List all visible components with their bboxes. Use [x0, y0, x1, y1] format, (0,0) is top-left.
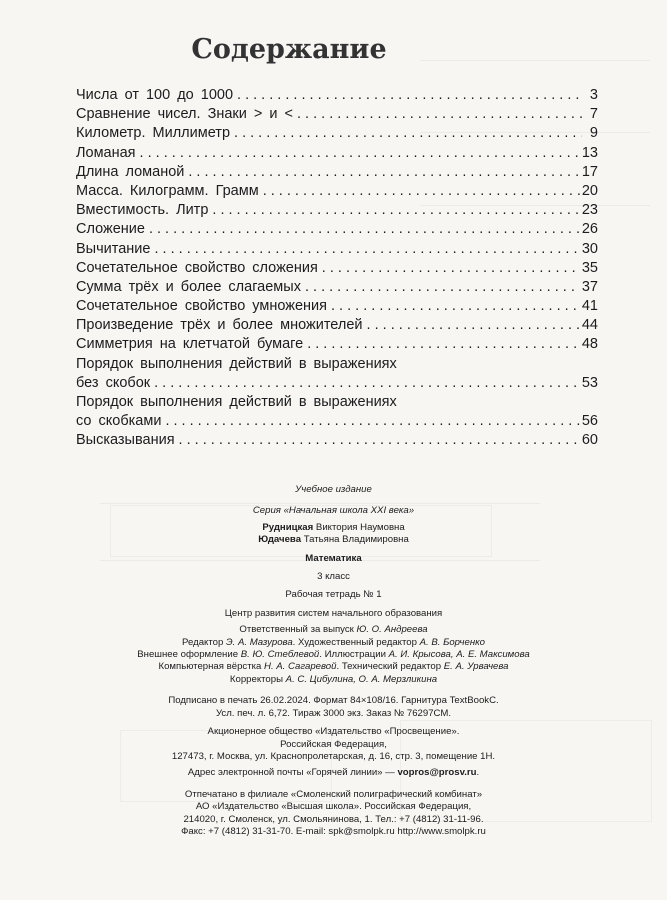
- credit-label: Редактор: [182, 636, 224, 648]
- author-2-name: Татьяна Владимировна: [303, 534, 409, 546]
- toc-entry-page: 13: [581, 144, 598, 161]
- credit-name: Н. А. Сагаревой: [264, 661, 337, 673]
- toc-entry-page: 20: [581, 182, 598, 199]
- toc-entry-title: Произведение трёх и более множителей: [76, 317, 363, 334]
- credit-label: Корректоры: [229, 673, 283, 685]
- credit-name: А. И. Крысова, А. Е. Максимова: [388, 649, 530, 661]
- toc-entry: [76, 278, 598, 297]
- toc-entry-page: 56: [581, 413, 598, 430]
- toc-leader-dots: [367, 316, 580, 335]
- credit-label: Ответственный за выпуск: [239, 624, 354, 636]
- author-1-name: Виктория Наумовна: [315, 521, 405, 533]
- credit-editors: [0, 637, 667, 649]
- toc-entry-title: Сумма трёх и более слагаемых: [76, 278, 301, 295]
- toc-entry-page: 44: [581, 317, 598, 334]
- toc-leader-dots: [212, 201, 579, 220]
- credit-responsible: [0, 624, 667, 636]
- credit-label: . Иллюстрации: [319, 649, 386, 661]
- toc-entry: [76, 412, 598, 431]
- author-1: [0, 522, 667, 534]
- edition-type: Учебное издание: [295, 484, 372, 495]
- toc-entry: [76, 220, 598, 239]
- toc-leader-dots: [297, 105, 582, 124]
- grade: 3 класс: [317, 571, 350, 583]
- toc-entry: [76, 144, 598, 163]
- center-name: Центр развития систем начального образования: [224, 607, 443, 619]
- printer-line: Факс: +7 (4812) 31-31-70. E-mail: spk@smolpk.ru http://www.smolpk.ru: [181, 825, 486, 837]
- toc-entry: [76, 297, 598, 316]
- hotline: [0, 767, 667, 779]
- toc-leader-dots: [234, 124, 582, 143]
- toc-entry: [76, 316, 598, 335]
- credit-name: А. В. Борченко: [419, 636, 485, 648]
- toc-entry-page: 53: [581, 374, 598, 391]
- toc-entry-title-line1: Порядок выполнения действий в выражениях: [76, 355, 397, 372]
- table-of-contents: [76, 86, 598, 451]
- toc-leader-dots: [188, 163, 579, 182]
- toc-entry-title: Километр. Миллиметр: [76, 125, 231, 142]
- toc-entry-title: Длина ломаной: [76, 163, 185, 180]
- toc-entry-page: 41: [581, 298, 598, 315]
- toc-leader-dots: [154, 374, 580, 393]
- toc-leader-dots: [331, 297, 580, 316]
- credit-label: Внешнее оформление: [137, 649, 239, 661]
- credit-name: А. С. Цибулина, О. А. Мерзликина: [285, 673, 438, 685]
- toc-entry-title: Сочетательное свойство умножения: [76, 298, 327, 315]
- toc-entry: [76, 163, 598, 182]
- book-title-text: Математика: [305, 552, 362, 564]
- toc-entry: [76, 201, 598, 220]
- toc-entry-title: Сложение: [76, 221, 145, 238]
- toc-entry-page: 17: [581, 163, 598, 180]
- toc-entry-page: 26: [581, 221, 598, 238]
- publisher-line: Акционерное общество «Издательство «Просвещение».: [207, 726, 460, 738]
- workbook-label: Рабочая тетрадь № 1: [285, 589, 382, 601]
- toc-entry: [76, 124, 598, 143]
- toc-entry-title: Масса. Килограмм. Грамм: [76, 182, 259, 199]
- credit-proofreaders: [0, 674, 667, 686]
- author-1-surname: Рудницкая: [262, 521, 314, 533]
- publisher-line: 127473, г. Москва, ул. Краснопролетарская, д. 16, стр. 3, помещение 1Н.: [171, 750, 496, 762]
- toc-entry: [76, 431, 598, 450]
- toc-entry-page: 23: [581, 202, 598, 219]
- toc-entry-title: Вместимость. Литр: [76, 202, 209, 219]
- toc-entry-title: без скобок: [76, 374, 151, 391]
- toc-leader-dots: [149, 220, 580, 239]
- toc-leader-dots: [179, 431, 580, 450]
- toc-entry-page: 48: [581, 336, 598, 353]
- credit-label: . Технический редактор: [336, 661, 442, 673]
- toc-leader-dots: [322, 259, 580, 278]
- hotline-label: Адрес электронной почты «Горячей линии» —: [187, 767, 395, 779]
- toc-entry-title: Высказывания: [76, 432, 175, 449]
- toc-leader-dots: [165, 412, 579, 431]
- toc-entry: [76, 86, 598, 105]
- toc-entry-title: Сравнение чисел. Знаки > и <: [76, 106, 293, 123]
- author-2-surname: Юдачева: [258, 534, 302, 546]
- hotline-email: vopros@prosv.ru: [397, 767, 477, 779]
- author-2: [0, 534, 667, 546]
- toc-entry-title: Симметрия на клетчатой бумаге: [76, 336, 304, 353]
- toc-leader-dots: [307, 335, 580, 354]
- print-info-line: Усл. печ. л. 6,72. Тираж 3000 экз. Заказ № 76297СМ.: [215, 707, 452, 719]
- toc-leader-dots: [140, 144, 580, 163]
- toc-entry: [76, 374, 598, 393]
- toc-leader-dots: [237, 86, 582, 105]
- credit-name: В. Ю. Стеблевой: [240, 649, 320, 661]
- book-title: [0, 553, 667, 565]
- toc-entry-title: Ломаная: [76, 144, 136, 161]
- credit-name: Е. А. Урвачева: [443, 661, 509, 673]
- toc-entry: [76, 259, 598, 278]
- toc-entry: [76, 182, 598, 201]
- printer-line: АО «Издательство «Высшая школа». Российская Федерация,: [195, 801, 472, 813]
- hotline-end: .: [476, 767, 480, 779]
- credit-label: Компьютерная вёрстка: [158, 661, 262, 673]
- series: Серия «Начальная школа XXI века»: [252, 505, 415, 517]
- toc-leader-dots: [154, 240, 579, 259]
- page-title: Содержание: [191, 34, 387, 65]
- credit-design: [0, 649, 667, 661]
- toc-leader-dots: [263, 182, 580, 201]
- toc-leader-dots: [305, 278, 580, 297]
- toc-entry-title-line1: Порядок выполнения действий в выражениях: [76, 394, 397, 410]
- credit-layout: [0, 661, 667, 673]
- credit-name: Э. А. Мазурова: [225, 636, 293, 648]
- printer-line: 214020, г. Смоленск, ул. Смольянинова, 1. Тел.: +7 (4812) 31-11-96.: [183, 813, 484, 825]
- publisher-line: Российская Федерация,: [280, 738, 387, 750]
- toc-entry: [76, 240, 598, 259]
- toc-entry-page: 9: [589, 125, 598, 142]
- toc-entry-page: 60: [581, 432, 598, 449]
- toc-entry-title: Вычитание: [76, 240, 151, 257]
- colophon: [0, 484, 667, 838]
- credit-name: Ю. О. Андреева: [356, 624, 428, 636]
- toc-entry-page: 37: [581, 278, 598, 295]
- toc-entry: [76, 335, 598, 354]
- toc-entry-page: 3: [589, 87, 598, 103]
- toc-entry-page: 7: [589, 106, 598, 123]
- toc-entry-title: Сочетательное свойство сложения: [76, 259, 318, 276]
- toc-entry-page: 30: [581, 240, 598, 257]
- toc-entry-title: со скобками: [76, 413, 162, 430]
- credit-label: . Художественный редактор: [292, 636, 417, 648]
- toc-entry-page: 35: [581, 259, 598, 276]
- print-info-line: Подписано в печать 26.02.2024. Формат 84×108/16. Гарнитура TextBookC.: [168, 695, 499, 707]
- toc-entry: [76, 105, 598, 124]
- printer-line: Отпечатано в филиале «Смоленский полиграфический комбинат»: [184, 788, 483, 800]
- toc-entry-title: Числа от 100 до 1000: [76, 87, 234, 103]
